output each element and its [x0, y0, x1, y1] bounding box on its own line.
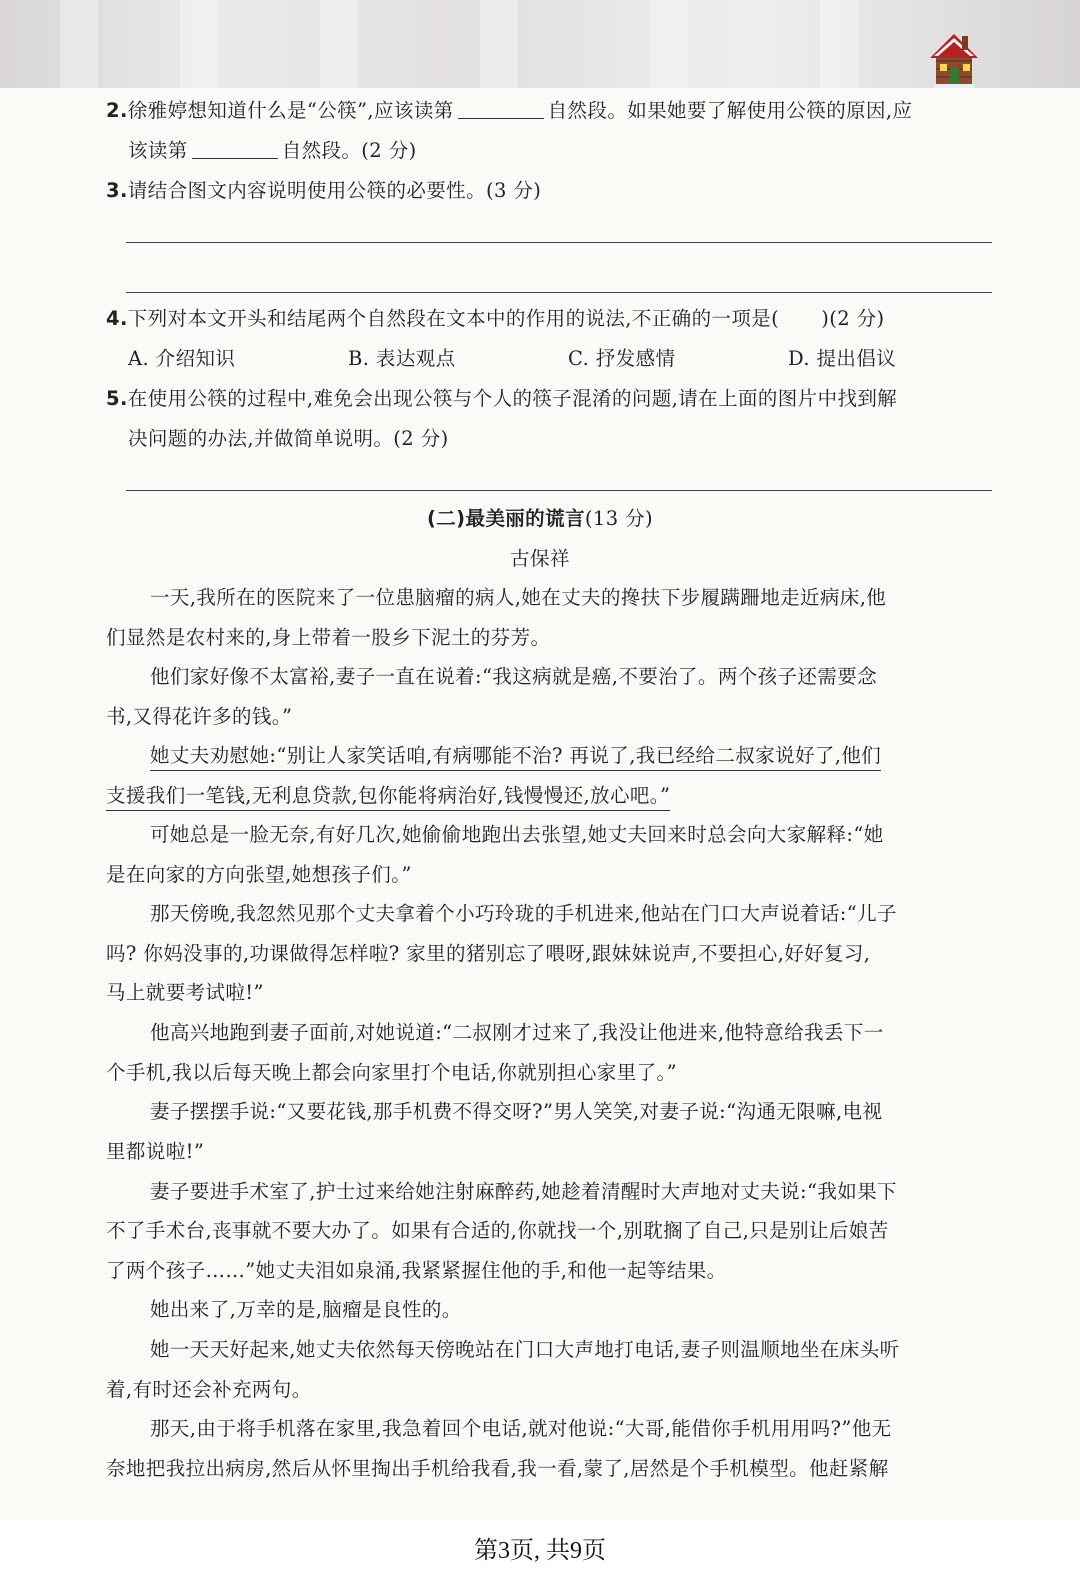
- passage-line: 里都说啦!”: [106, 1140, 205, 1163]
- option-d[interactable]: D. 提出倡议: [788, 347, 897, 370]
- passage-line: 吗? 你妈没事的,功课做得怎样啦? 家里的猪别忘了喂呀,跟妹妹说声,不要担心,好好复习,: [106, 942, 871, 965]
- answer-line[interactable]: [126, 242, 992, 243]
- question-2-line-1: [106, 98, 992, 124]
- passage-line: 他们家好像不太富裕,妻子一直在说着:“我这病就是癌,不要治了。两个孩子还需要念: [150, 665, 878, 688]
- question-text: 下列对本文开头和结尾两个自然段在文本中的作用的说法,不正确的一项是(: [127, 307, 780, 330]
- option-a[interactable]: A. 介绍知识: [128, 347, 236, 370]
- passage-line: 着,有时还会补充两句。: [106, 1378, 312, 1401]
- question-5-line-1: [106, 386, 992, 412]
- header-stripe: [320, 0, 358, 88]
- answer-line[interactable]: [126, 490, 992, 491]
- header-band: [0, 0, 1080, 88]
- passage-title-text: (二)最美丽的谎言: [426, 507, 585, 530]
- passage-line: 不了手术台,丧事就不要大办了。如果有合适的,你就找一个,别耽搁了自己,只是别让后娘苦: [106, 1219, 889, 1242]
- question-text: 决问题的办法,并做简单说明。(2 分): [128, 427, 449, 450]
- passage-score: (13 分): [584, 507, 654, 530]
- header-stripe: [480, 0, 518, 88]
- passage-author: 古保祥: [510, 547, 570, 570]
- passage-line: 那天傍晚,我忽然见那个丈夫拿着个小巧玲珑的手机进来,他站在门口大声说着话:“儿子: [150, 902, 897, 925]
- header-stripe: [180, 0, 218, 88]
- question-text: 自然段。(2 分): [281, 139, 417, 162]
- question-number: 3.: [106, 179, 128, 202]
- passage-line-underlined: [150, 743, 1036, 769]
- question-text: 徐雅婷想知道什么是“公筷”,应该读第: [127, 99, 454, 122]
- passage-line: 奈地把我拉出病房,然后从怀里掏出手机给我看,我一看,蒙了,居然是个手机模型。他赶紧解: [106, 1457, 889, 1480]
- passage-line: 们显然是农村来的,身上带着一股乡下泥土的芬芳。: [106, 626, 551, 649]
- header-stripe: [650, 0, 688, 88]
- passage-line: 妻子摆摆手说:“又要花钱,那手机费不得交呀?”男人笑笑,对妻子说:“沟通无限嘛,电视: [150, 1100, 883, 1123]
- passage-line: 一天,我所在的医院来了一位患脑瘤的病人,她在丈夫的搀扶下步履蹒跚地走近病床,他: [150, 586, 887, 609]
- passage-line: 书,又得花许多的钱。”: [106, 705, 293, 728]
- question-number: 2.: [106, 99, 128, 122]
- passage-line: 个手机,我以后每天晚上都会向家里打个电话,你就别担心家里了。”: [106, 1061, 678, 1084]
- underlined-text: 她丈夫劝慰她:“别让人家笑话咱,有病哪能不治? 再说了,我已经给二叔家说好了,他们: [150, 744, 881, 771]
- option-c[interactable]: C. 抒发感情: [568, 347, 676, 370]
- underlined-text: 支援我们一笔钱,无利息贷款,包你能将病治好,钱慢慢还,放心吧。”: [106, 784, 670, 811]
- passage-line: 妻子要进手术室了,护士过来给她注射麻醉药,她趁着清醒时大声地对丈夫说:“我如果下: [150, 1180, 897, 1203]
- question-number: 5.: [106, 387, 128, 410]
- question-text: )(2 分): [821, 307, 885, 330]
- answer-blank[interactable]: [192, 138, 278, 159]
- answer-blank[interactable]: [458, 98, 544, 119]
- passage-line: 他高兴地跑到妻子面前,对她说道:“二叔刚才过来了,我没让他进来,他特意给我丢下一: [150, 1021, 884, 1044]
- question-text: 该读第: [128, 139, 188, 162]
- question-5-line-2: [128, 426, 1014, 452]
- question-number: 4.: [106, 307, 128, 330]
- option-b[interactable]: B. 表达观点: [348, 347, 456, 370]
- question-text: 在使用公筷的过程中,难免会出现公筷与个人的筷子混淆的问题,请在上面的图片中找到解: [127, 387, 898, 410]
- passage-line: 那天,由于将手机落在家里,我急着回个电话,就对他说:“大哥,能借你手机用用吗?”他无: [150, 1417, 892, 1440]
- house-icon: [930, 30, 978, 90]
- passage-line: 她一天天好起来,她丈夫依然每天傍晚站在门口大声地打电话,妻子则温顺地坐在床头听: [150, 1338, 900, 1361]
- passage-line: 了两个孩子……”她丈夫泪如泉涌,我紧紧握住他的手,和他一起等结果。: [106, 1259, 727, 1282]
- answer-line[interactable]: [126, 292, 992, 293]
- question-2-line-2: [128, 138, 1014, 164]
- header-stripe: [820, 0, 858, 88]
- question-4: [106, 306, 992, 332]
- passage-line: 是在向家的方向张望,她想孩子们。”: [106, 863, 412, 886]
- passage-line: 她出来了,万幸的是,脑瘤是良性的。: [150, 1298, 462, 1321]
- question-4-options: [128, 346, 1014, 372]
- question-text: 请结合图文内容说明使用公筷的必要性。(3 分): [127, 179, 542, 202]
- passage-title: [0, 506, 1080, 532]
- question-3: [106, 178, 992, 204]
- passage-line: 可她总是一脸无奈,有好几次,她偷偷地跑出去张望,她丈夫回来时总会向大家解释:“她: [150, 823, 884, 846]
- question-text: 自然段。如果她要了解使用公筷的原因,应: [547, 99, 913, 122]
- passage-line-underlined: [106, 783, 992, 809]
- page-number: 第3页, 共9页: [474, 1538, 606, 1564]
- passage-line: 马上就要考试啦!”: [106, 981, 264, 1004]
- header-stripe: [60, 0, 98, 88]
